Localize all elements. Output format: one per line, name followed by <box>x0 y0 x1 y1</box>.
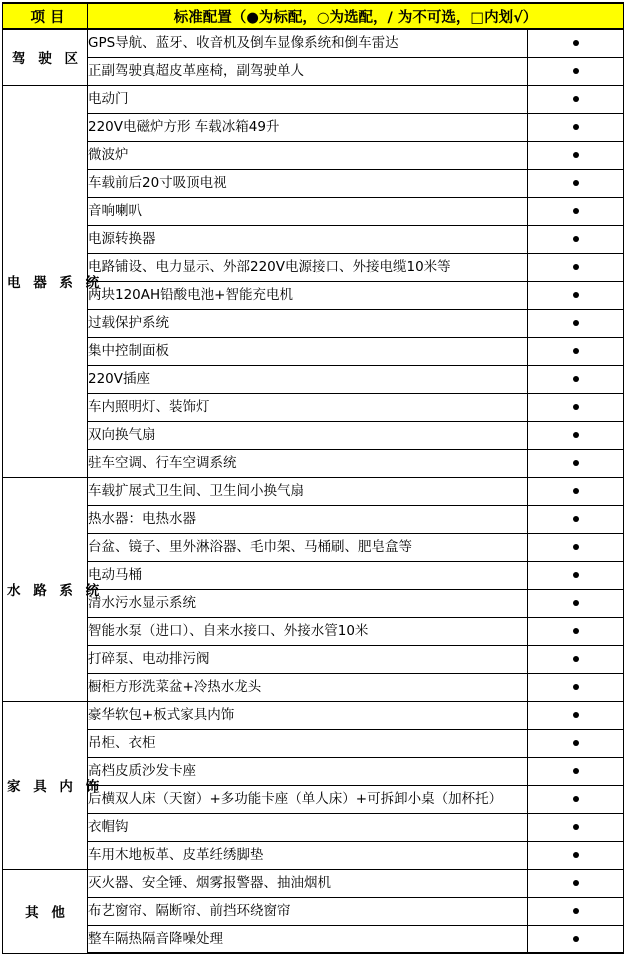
group-label-cell: 驾 驶 区 <box>3 29 88 85</box>
standard-mark-cell <box>528 869 624 897</box>
table-row <box>3 337 624 365</box>
table-row <box>3 197 624 225</box>
table-row <box>3 925 624 953</box>
item-description-cell: 高档皮质沙发卡座 <box>88 757 528 785</box>
standard-equipment-dot-icon <box>573 348 579 354</box>
standard-mark-cell <box>528 169 624 197</box>
item-description-cell: 电路铺设、电力显示、外部220V电源接口、外接电缆10米等 <box>88 253 528 281</box>
standard-mark-cell <box>528 57 624 85</box>
standard-equipment-dot-icon <box>573 516 579 522</box>
item-description-cell: 台盆、镜子、里外淋浴器、毛巾架、马桶刷、肥皂盒等 <box>88 533 528 561</box>
table-row <box>3 169 624 197</box>
item-description-cell: 音响喇叭 <box>88 197 528 225</box>
group-label-cell: 家 具 内 饰 <box>3 701 88 869</box>
standard-mark-cell <box>528 421 624 449</box>
standard-equipment-dot-icon <box>573 180 579 186</box>
standard-equipment-dot-icon <box>573 936 579 942</box>
item-description-cell: 清水污水显示系统 <box>88 589 528 617</box>
table-row <box>3 785 624 813</box>
standard-mark-cell <box>528 393 624 421</box>
item-description-cell: 正副驾驶真超皮革座椅，副驾驶单人 <box>88 57 528 85</box>
item-description-cell: 灭火器、安全锤、烟雾报警器、抽油烟机 <box>88 869 528 897</box>
table-row <box>3 617 624 645</box>
standard-mark-cell <box>528 477 624 505</box>
standard-mark-cell <box>528 85 624 113</box>
item-description-cell: 车载扩展式卫生间、卫生间小换气扇 <box>88 477 528 505</box>
standard-equipment-dot-icon <box>573 796 579 802</box>
item-description-cell: 车载前后20寸吸顶电视 <box>88 169 528 197</box>
standard-equipment-dot-icon <box>573 852 579 858</box>
standard-mark-cell <box>528 897 624 925</box>
standard-equipment-dot-icon <box>573 236 579 242</box>
standard-equipment-dot-icon <box>573 768 579 774</box>
standard-equipment-dot-icon <box>573 264 579 270</box>
item-description-cell: 电源转换器 <box>88 225 528 253</box>
table-row <box>3 141 624 169</box>
standard-mark-cell <box>528 589 624 617</box>
item-description-cell: 集中控制面板 <box>88 337 528 365</box>
table-row <box>3 561 624 589</box>
standard-mark-cell <box>528 841 624 869</box>
standard-equipment-dot-icon <box>573 908 579 914</box>
standard-mark-cell <box>528 281 624 309</box>
item-description-cell: 微波炉 <box>88 141 528 169</box>
item-description-cell: 打碎泵、电动排污阀 <box>88 645 528 673</box>
standard-mark-cell <box>528 813 624 841</box>
table-row <box>3 421 624 449</box>
standard-mark-cell <box>528 225 624 253</box>
standard-mark-cell <box>528 729 624 757</box>
standard-equipment-dot-icon <box>573 880 579 886</box>
table-row <box>3 449 624 477</box>
standard-equipment-dot-icon <box>573 712 579 718</box>
item-description-cell: 智能水泵（进口）、自来水接口、外接水管10米 <box>88 617 528 645</box>
table-row <box>3 589 624 617</box>
table-row <box>3 701 624 729</box>
item-description-cell: 电动马桶 <box>88 561 528 589</box>
standard-equipment-dot-icon <box>573 460 579 466</box>
standard-equipment-dot-icon <box>573 152 579 158</box>
item-description-cell: 电动门 <box>88 85 528 113</box>
standard-mark-cell <box>528 197 624 225</box>
standard-mark-cell <box>528 337 624 365</box>
table-row <box>3 225 624 253</box>
item-description-cell: 220V电磁炉方形 车载冰箱49升 <box>88 113 528 141</box>
item-description-cell: 双向换气扇 <box>88 421 528 449</box>
group-label-cell: 电 器 系 统 <box>3 85 88 477</box>
table-row <box>3 813 624 841</box>
standard-equipment-dot-icon <box>573 628 579 634</box>
item-description-cell: 过载保护系统 <box>88 309 528 337</box>
item-description-cell: 220V插座 <box>88 365 528 393</box>
header-cell-group: 项 目 <box>3 3 88 29</box>
table-row <box>3 645 624 673</box>
item-description-cell: 后横双人床（天窗）+多功能卡座（单人床）+可拆卸小桌（加杯托） <box>88 785 528 813</box>
standard-equipment-dot-icon <box>573 404 579 410</box>
standard-equipment-dot-icon <box>573 572 579 578</box>
standard-equipment-dot-icon <box>573 40 579 46</box>
standard-mark-cell <box>528 673 624 701</box>
table-row <box>3 477 624 505</box>
item-description-cell: 布艺窗帘、隔断帘、前挡环绕窗帘 <box>88 897 528 925</box>
table-header <box>3 3 624 29</box>
standard-equipment-dot-icon <box>573 488 579 494</box>
standard-mark-cell <box>528 617 624 645</box>
standard-mark-cell <box>528 561 624 589</box>
item-description-cell: GPS导航、蓝牙、收音机及倒车显像系统和倒车雷达 <box>88 29 528 57</box>
standard-equipment-dot-icon <box>573 684 579 690</box>
standard-equipment-dot-icon <box>573 600 579 606</box>
standard-mark-cell <box>528 113 624 141</box>
table-row <box>3 253 624 281</box>
standard-mark-cell <box>528 645 624 673</box>
standard-mark-cell <box>528 533 624 561</box>
header-row <box>3 3 624 29</box>
item-description-cell: 吊柜、衣柜 <box>88 729 528 757</box>
specification-table <box>2 2 624 954</box>
standard-equipment-dot-icon <box>573 432 579 438</box>
table-row <box>3 393 624 421</box>
item-description-cell: 车用木地板革、皮革纴绣脚垫 <box>88 841 528 869</box>
standard-mark-cell <box>528 29 624 57</box>
group-label-cell: 水 路 系 统 <box>3 477 88 701</box>
item-description-cell: 豪华软包+板式家具内饰 <box>88 701 528 729</box>
item-description-cell: 热水器：电热水器 <box>88 505 528 533</box>
standard-mark-cell <box>528 785 624 813</box>
standard-mark-cell <box>528 309 624 337</box>
standard-mark-cell <box>528 701 624 729</box>
table-row <box>3 281 624 309</box>
standard-equipment-dot-icon <box>573 96 579 102</box>
standard-equipment-dot-icon <box>573 320 579 326</box>
standard-mark-cell <box>528 925 624 953</box>
standard-mark-cell <box>528 505 624 533</box>
item-description-cell: 车内照明灯、装饰灯 <box>88 393 528 421</box>
standard-mark-cell <box>528 253 624 281</box>
table-row <box>3 113 624 141</box>
table-row <box>3 729 624 757</box>
standard-equipment-dot-icon <box>573 656 579 662</box>
table-row <box>3 309 624 337</box>
standard-mark-cell <box>528 141 624 169</box>
item-description-cell: 整车隔热隔音降噪处理 <box>88 925 528 953</box>
table-row <box>3 29 624 57</box>
standard-equipment-dot-icon <box>573 740 579 746</box>
item-description-cell: 衣帽钩 <box>88 813 528 841</box>
standard-equipment-dot-icon <box>573 376 579 382</box>
standard-mark-cell <box>528 365 624 393</box>
standard-mark-cell <box>528 449 624 477</box>
item-description-cell: 驻车空调、行车空调系统 <box>88 449 528 477</box>
table-row <box>3 57 624 85</box>
item-description-cell: 两块120AH铅酸电池+智能充电机 <box>88 281 528 309</box>
standard-equipment-dot-icon <box>573 292 579 298</box>
standard-equipment-dot-icon <box>573 68 579 74</box>
standard-equipment-dot-icon <box>573 208 579 214</box>
table-row <box>3 869 624 897</box>
standard-mark-cell <box>528 757 624 785</box>
standard-equipment-dot-icon <box>573 124 579 130</box>
table-row <box>3 757 624 785</box>
table-row <box>3 897 624 925</box>
header-cell-config: 标准配置（●为标配，○为选配，/ 为不可选，□内划√） <box>88 3 624 29</box>
group-label-cell: 其 他 <box>3 869 88 953</box>
table-row <box>3 533 624 561</box>
table-body <box>3 29 624 953</box>
item-description-cell: 橱柜方形洗菜盆+冷热水龙头 <box>88 673 528 701</box>
table-row <box>3 85 624 113</box>
table-row <box>3 673 624 701</box>
table-row <box>3 365 624 393</box>
table-row <box>3 841 624 869</box>
standard-equipment-dot-icon <box>573 544 579 550</box>
table-row <box>3 505 624 533</box>
standard-equipment-dot-icon <box>573 824 579 830</box>
